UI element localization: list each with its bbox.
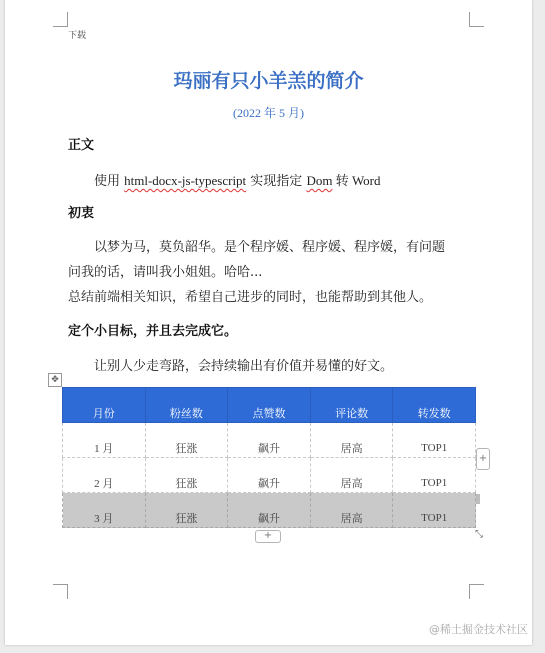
table-row-selected xyxy=(63,493,476,528)
table-cell[interactable]: TOP1 xyxy=(393,493,476,528)
table-cell[interactable]: 飙升 xyxy=(228,458,311,493)
stats-table[interactable] xyxy=(62,387,476,528)
library-name: html-docx-js-typescript xyxy=(124,173,247,188)
page-header[interactable]: 下载 xyxy=(68,31,87,41)
table-resize-icon[interactable]: ⤡ xyxy=(475,529,483,540)
add-row-button[interactable]: + xyxy=(255,530,281,543)
table-cell[interactable]: 飙升 xyxy=(228,493,311,528)
dom-word: Dom xyxy=(306,173,333,188)
row-resize-handle[interactable] xyxy=(476,494,480,504)
table-cell[interactable]: 居高 xyxy=(310,423,393,458)
header-cell-month[interactable]: 月份 xyxy=(63,388,146,423)
table-header-row xyxy=(63,388,476,423)
table-cell[interactable]: 居高 xyxy=(310,493,393,528)
table-cell[interactable]: 居高 xyxy=(310,458,393,493)
table-row xyxy=(63,423,476,458)
table-cell[interactable]: 飙升 xyxy=(228,423,311,458)
heading-main-text[interactable]: 正文 xyxy=(68,138,95,153)
margin-corner-top-left xyxy=(53,12,68,27)
header-cell-shares[interactable]: 转发数 xyxy=(393,388,476,423)
table-cell[interactable]: TOP1 xyxy=(393,423,476,458)
margin-corner-bottom-left xyxy=(53,584,68,599)
paragraph-usage[interactable] xyxy=(68,168,488,194)
watermark: @稀土掘金技术社区 xyxy=(429,623,528,636)
table-cell[interactable]: 2 月 xyxy=(63,458,146,493)
header-cell-comments[interactable]: 评论数 xyxy=(310,388,393,423)
table-cell[interactable]: 狂涨 xyxy=(145,493,228,528)
usage-prefix: 使用 xyxy=(94,174,125,189)
heading-motivation[interactable]: 初衷 xyxy=(68,206,95,221)
document-title[interactable]: 玛丽有只小羊羔的简介 xyxy=(173,70,364,92)
document-page xyxy=(5,0,532,645)
motivation-line-1: 以梦为马，莫负韶华。是个程序媛、程序媛、程序媛，有问题 xyxy=(94,240,446,255)
paragraph-motivation[interactable] xyxy=(68,235,488,310)
header-cell-fans[interactable]: 粉丝数 xyxy=(145,388,228,423)
heading-goal[interactable]: 定个小目标，并且去完成它。 xyxy=(68,324,238,339)
table-row xyxy=(63,458,476,493)
table-cell[interactable]: 狂涨 xyxy=(145,458,228,493)
add-column-button[interactable]: + xyxy=(476,448,490,470)
motivation-line-2: 问我的话，请叫我小姐姐。哈哈... xyxy=(68,265,263,280)
table-cell[interactable]: TOP1 xyxy=(393,458,476,493)
motivation-line-3: 总结前端相关知识，希望自己进步的同时，也能帮助到其他人。 xyxy=(68,290,433,305)
document-subtitle[interactable]: (2022 年 5 月) xyxy=(233,106,304,120)
table-cell[interactable]: 3 月 xyxy=(63,493,146,528)
table-cell[interactable]: 1 月 xyxy=(63,423,146,458)
table-move-icon[interactable]: ✥ xyxy=(48,373,62,387)
margin-corner-bottom-right xyxy=(469,584,484,599)
usage-suffix: 转 Word xyxy=(332,173,381,188)
margin-corner-top-right xyxy=(469,12,484,27)
paragraph-goal[interactable]: 让别人少走弯路，会持续输出有价值并易懂的好文。 xyxy=(94,359,394,374)
header-cell-likes[interactable]: 点赞数 xyxy=(228,388,311,423)
table-cell[interactable]: 狂涨 xyxy=(145,423,228,458)
usage-middle: 实现指定 xyxy=(246,174,307,189)
